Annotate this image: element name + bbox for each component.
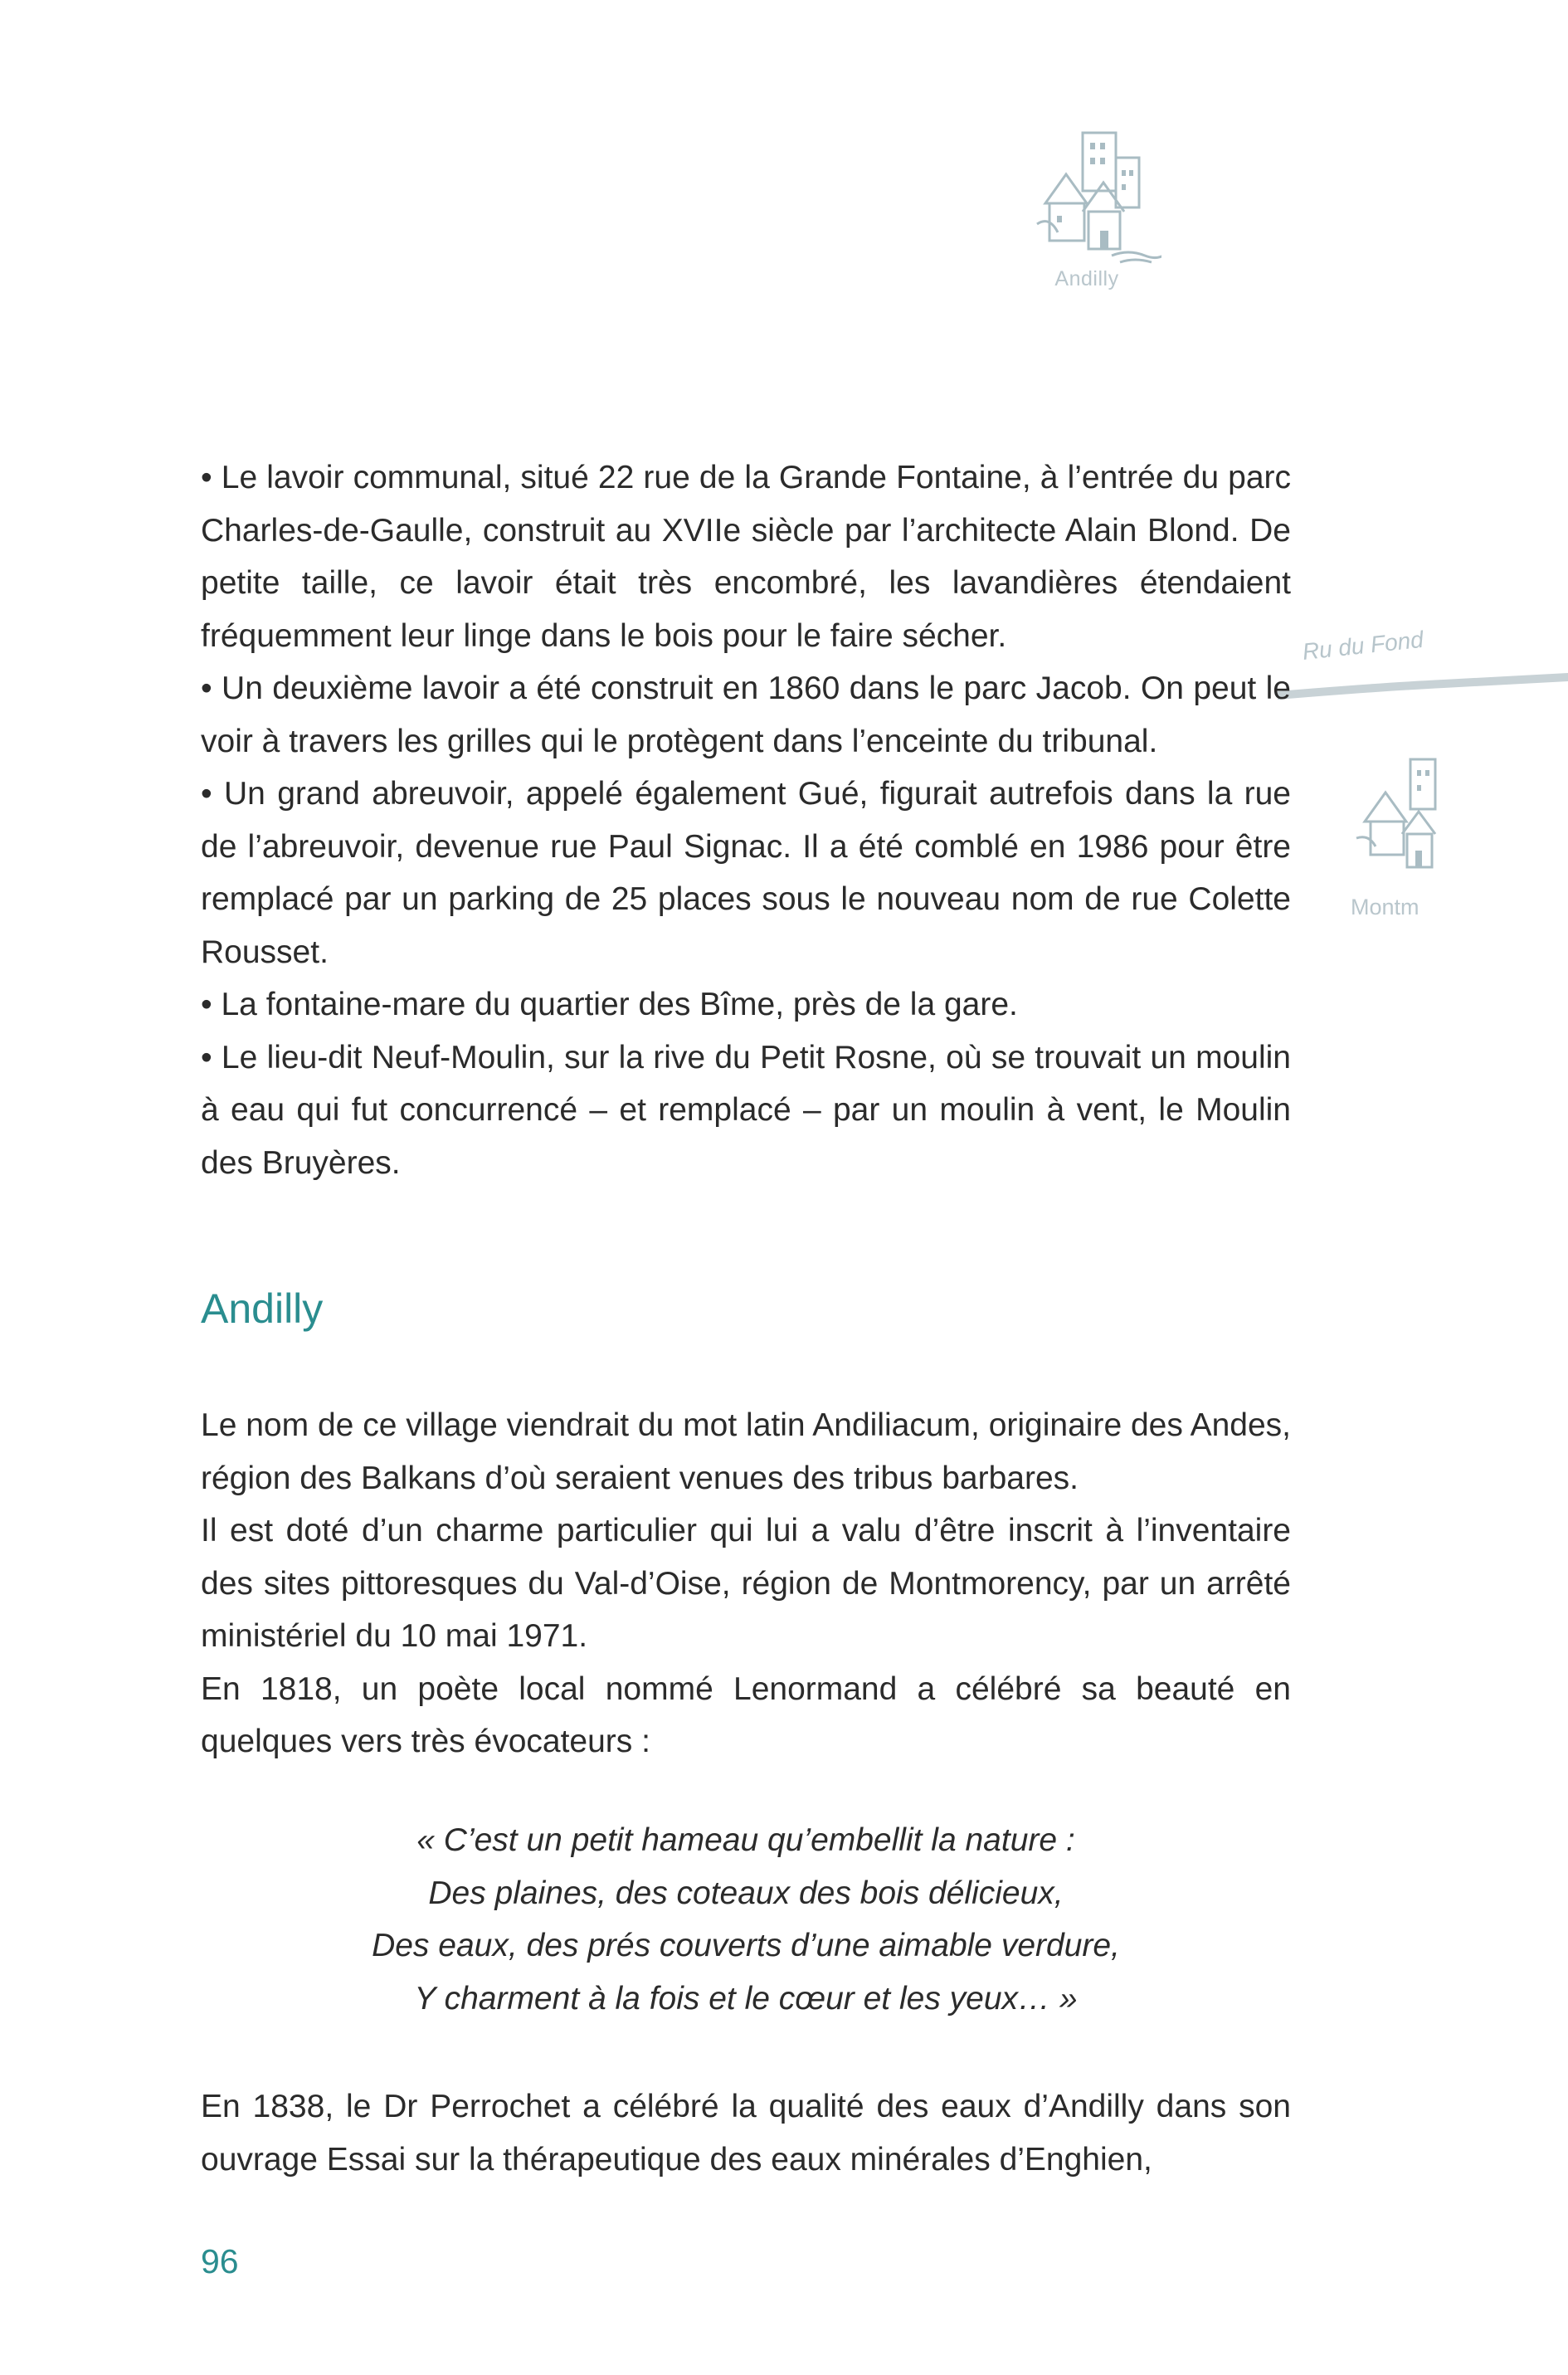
- river-label: Ru du Fond: [1301, 626, 1425, 665]
- header-town-label: Andilly: [1054, 267, 1119, 290]
- poem-line: Des eaux, des prés couverts d’une aimable verdure,: [372, 1928, 1120, 1963]
- poem-line: « C’est un petit hameau qu’embellit la nature :: [416, 1822, 1075, 1858]
- section-title: Andilly: [201, 1285, 324, 1332]
- closing-text: [201, 2080, 1291, 2186]
- list-item: • Un deuxième lavoir a été construit en 1860 dans le parc Jacob. On peut le voir à travers les grilles qui le protègent dans l’enceinte du tribunal.: [201, 671, 1291, 759]
- bullet-list: [201, 451, 1291, 1189]
- village-houses-icon: [1020, 124, 1161, 266]
- intro-text: [201, 1399, 1291, 1768]
- village-houses-icon: [1352, 755, 1452, 880]
- paragraph: En 1818, un poète local nommé Lenormand a célébré sa beauté en quelques vers très évocateurs :: [201, 1670, 1291, 1759]
- margin-town-label: Montm: [1351, 895, 1419, 919]
- poem-quote: [201, 1814, 1291, 2025]
- paragraph: Il est doté d’un charme particulier qui lui a valu d’être inscrit à l’inventaire des sites pittoresques du Val-d’Oise, région de Montmorency, par un arrêté ministériel du 10 mai 1971.: [201, 1513, 1291, 1654]
- list-item: • Le lieu-dit Neuf-Moulin, sur la rive du Petit Rosne, où se trouvait un moulin à eau qui fut concurrencé – et remplacé – par un moulin à vent, le Moulin des Bruyères.: [201, 1039, 1291, 1181]
- paragraph: Le nom de ce village viendrait du mot latin Andiliacum, originaire des Andes, région des Balkans d’où seraient venues des tribus barbares.: [201, 1407, 1291, 1496]
- margin-map-fragment: [1278, 622, 1568, 954]
- paragraph: En 1838, le Dr Perrochet a célébré la qualité des eaux d’Andilly dans son ouvrage Essai sur la thérapeutique des eaux minérales d’Enghien,: [201, 2089, 1291, 2177]
- list-item: • Un grand abreuvoir, appelé également Gué, figurait autrefois dans la rue de l’abreuvoir, devenue rue Paul Signac. Il a été comblé en 1986 pour être remplacé par un parking de 25 places sous le nouveau nom de rue Colette Rousset.: [201, 776, 1291, 970]
- page-number: 96: [201, 2242, 239, 2280]
- header-emblem: [1004, 124, 1170, 290]
- poem-line: Des plaines, des coteaux des bois délicieux,: [428, 1875, 1064, 1911]
- list-item: • Le lavoir communal, situé 22 rue de la Grande Fontaine, à l’entrée du parc Charles-de-Gaulle, construit au XVIIe siècle par l’architecte Alain Blond. De petite taille, ce lavoir était très encombré, les lavandières étendaient fréquemment leur linge dans le bois pour le faire sécher.: [201, 460, 1291, 654]
- list-item: • La fontaine-mare du quartier des Bîme, près de la gare.: [201, 987, 1018, 1022]
- poem-line: Y charment à la fois et le cœur et les yeux… »: [414, 1980, 1078, 2017]
